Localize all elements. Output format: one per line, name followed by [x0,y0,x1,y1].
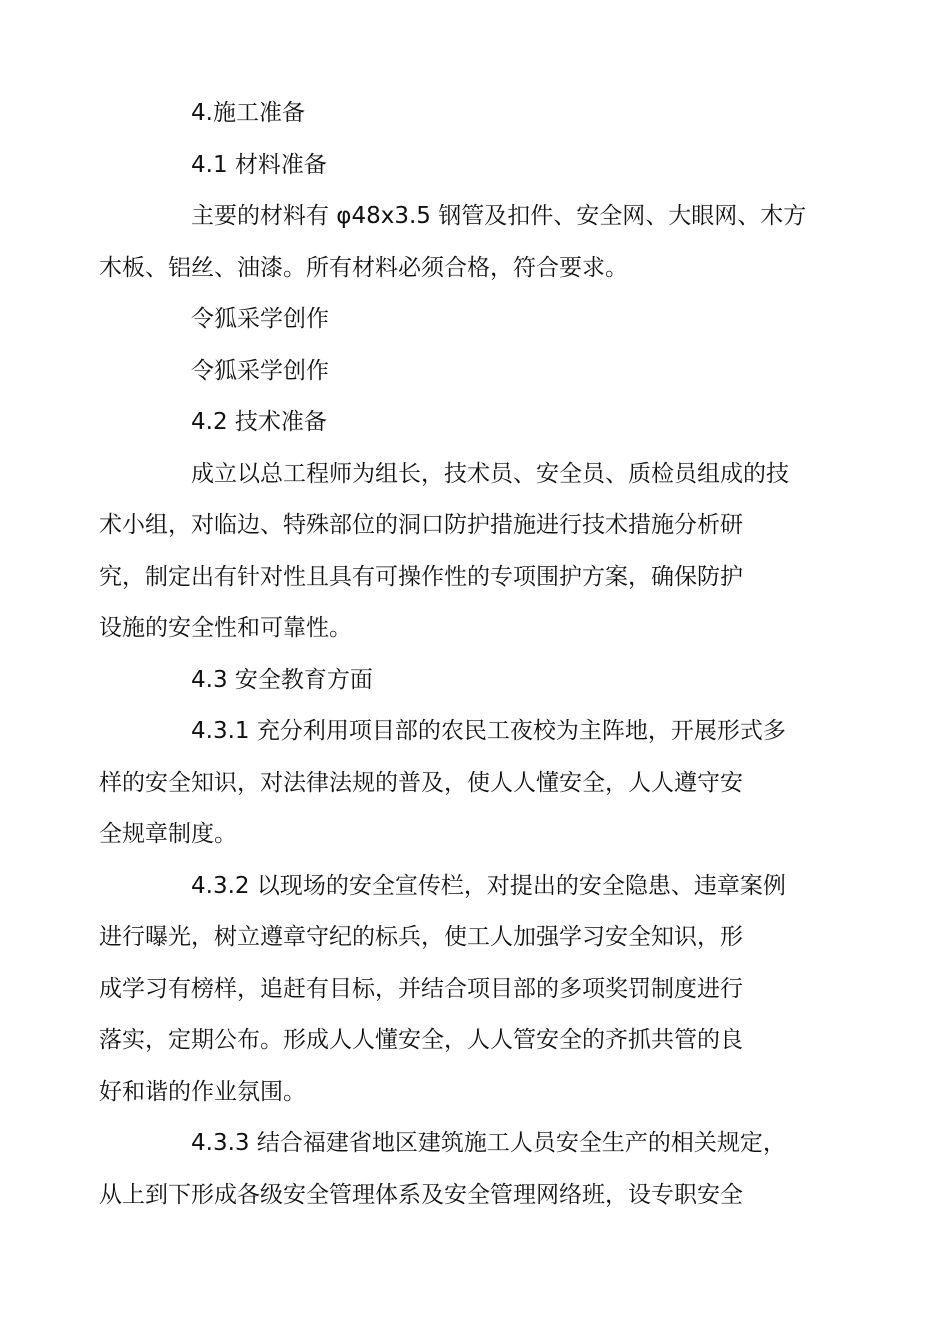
paragraph-technical [99,449,815,655]
text-line: 落实，定期公布。形成人人懂安全，人人管安全的齐抓共管的良 [99,1027,743,1053]
text-line: 4.3.3 结合福建省地区建筑施工人员安全生产的相关规定， [191,1130,786,1156]
watermark-text-2 [145,346,815,398]
text-line: 成立以总工程师为组长，技术员、安全员、质检员组成的技 [191,460,789,487]
text-line: 从上到下形成各级安全管理体系及安全管理网络班，设专职安全 [99,1181,743,1208]
text-line: 主要的材料有 φ48x3.5 钢管及扣件、安全网、大眼网、木方 [191,203,807,229]
heading-4-3 [145,655,815,707]
text-line: 4.施工准备 [191,100,305,126]
heading-4 [145,88,815,140]
paragraph-4-3-2 [99,861,815,1119]
text-line: 术小组，对临边、特殊部位的洞口防护措施进行技术措施分析研 [99,512,743,538]
text-line: 4.2 技术准备 [191,409,327,435]
text-line: 样的安全知识，对法律法规的普及，使人人懂安全，人人遵守安 [99,769,743,796]
paragraph-4-3-3 [99,1118,815,1221]
text-line: 4.3.1 充分利用项目部的农民工夜校为主阵地，开展形式多 [191,718,786,744]
text-line: 4.3.2 以现场的安全宣传栏，对提出的安全隐患、违章案例 [191,872,786,899]
text-line: 令狐采学创作 [191,306,329,332]
text-line: 4.3 安全教育方面 [191,666,373,693]
text-line: 进行曝光，树立遵章守纪的标兵，使工人加强学习安全知识，形 [99,924,743,950]
heading-4-2 [145,397,815,449]
text-line: 4.1 材料准备 [191,151,327,178]
heading-4-1 [145,140,815,192]
paragraph-materials [99,191,815,294]
text-line: 成学习有榜样，追赶有目标，并结合项目部的多项奖罚制度进行 [99,975,743,1002]
text-line: 设施的安全性和可靠性。 [99,615,352,641]
text-line: 好和谐的作业氛围。 [99,1078,306,1105]
text-line: 究，制定出有针对性且具有可操作性的专项围护方案，确保防护 [99,563,743,590]
paragraph-4-3-1 [99,706,815,861]
text-line: 全规章制度。 [99,821,237,847]
text-line: 木板、铝丝、油漆。所有材料必须合格，符合要求。 [99,254,628,281]
document-body [99,88,815,1221]
text-line: 令狐采学创作 [191,357,329,384]
watermark-text-1 [145,294,815,346]
